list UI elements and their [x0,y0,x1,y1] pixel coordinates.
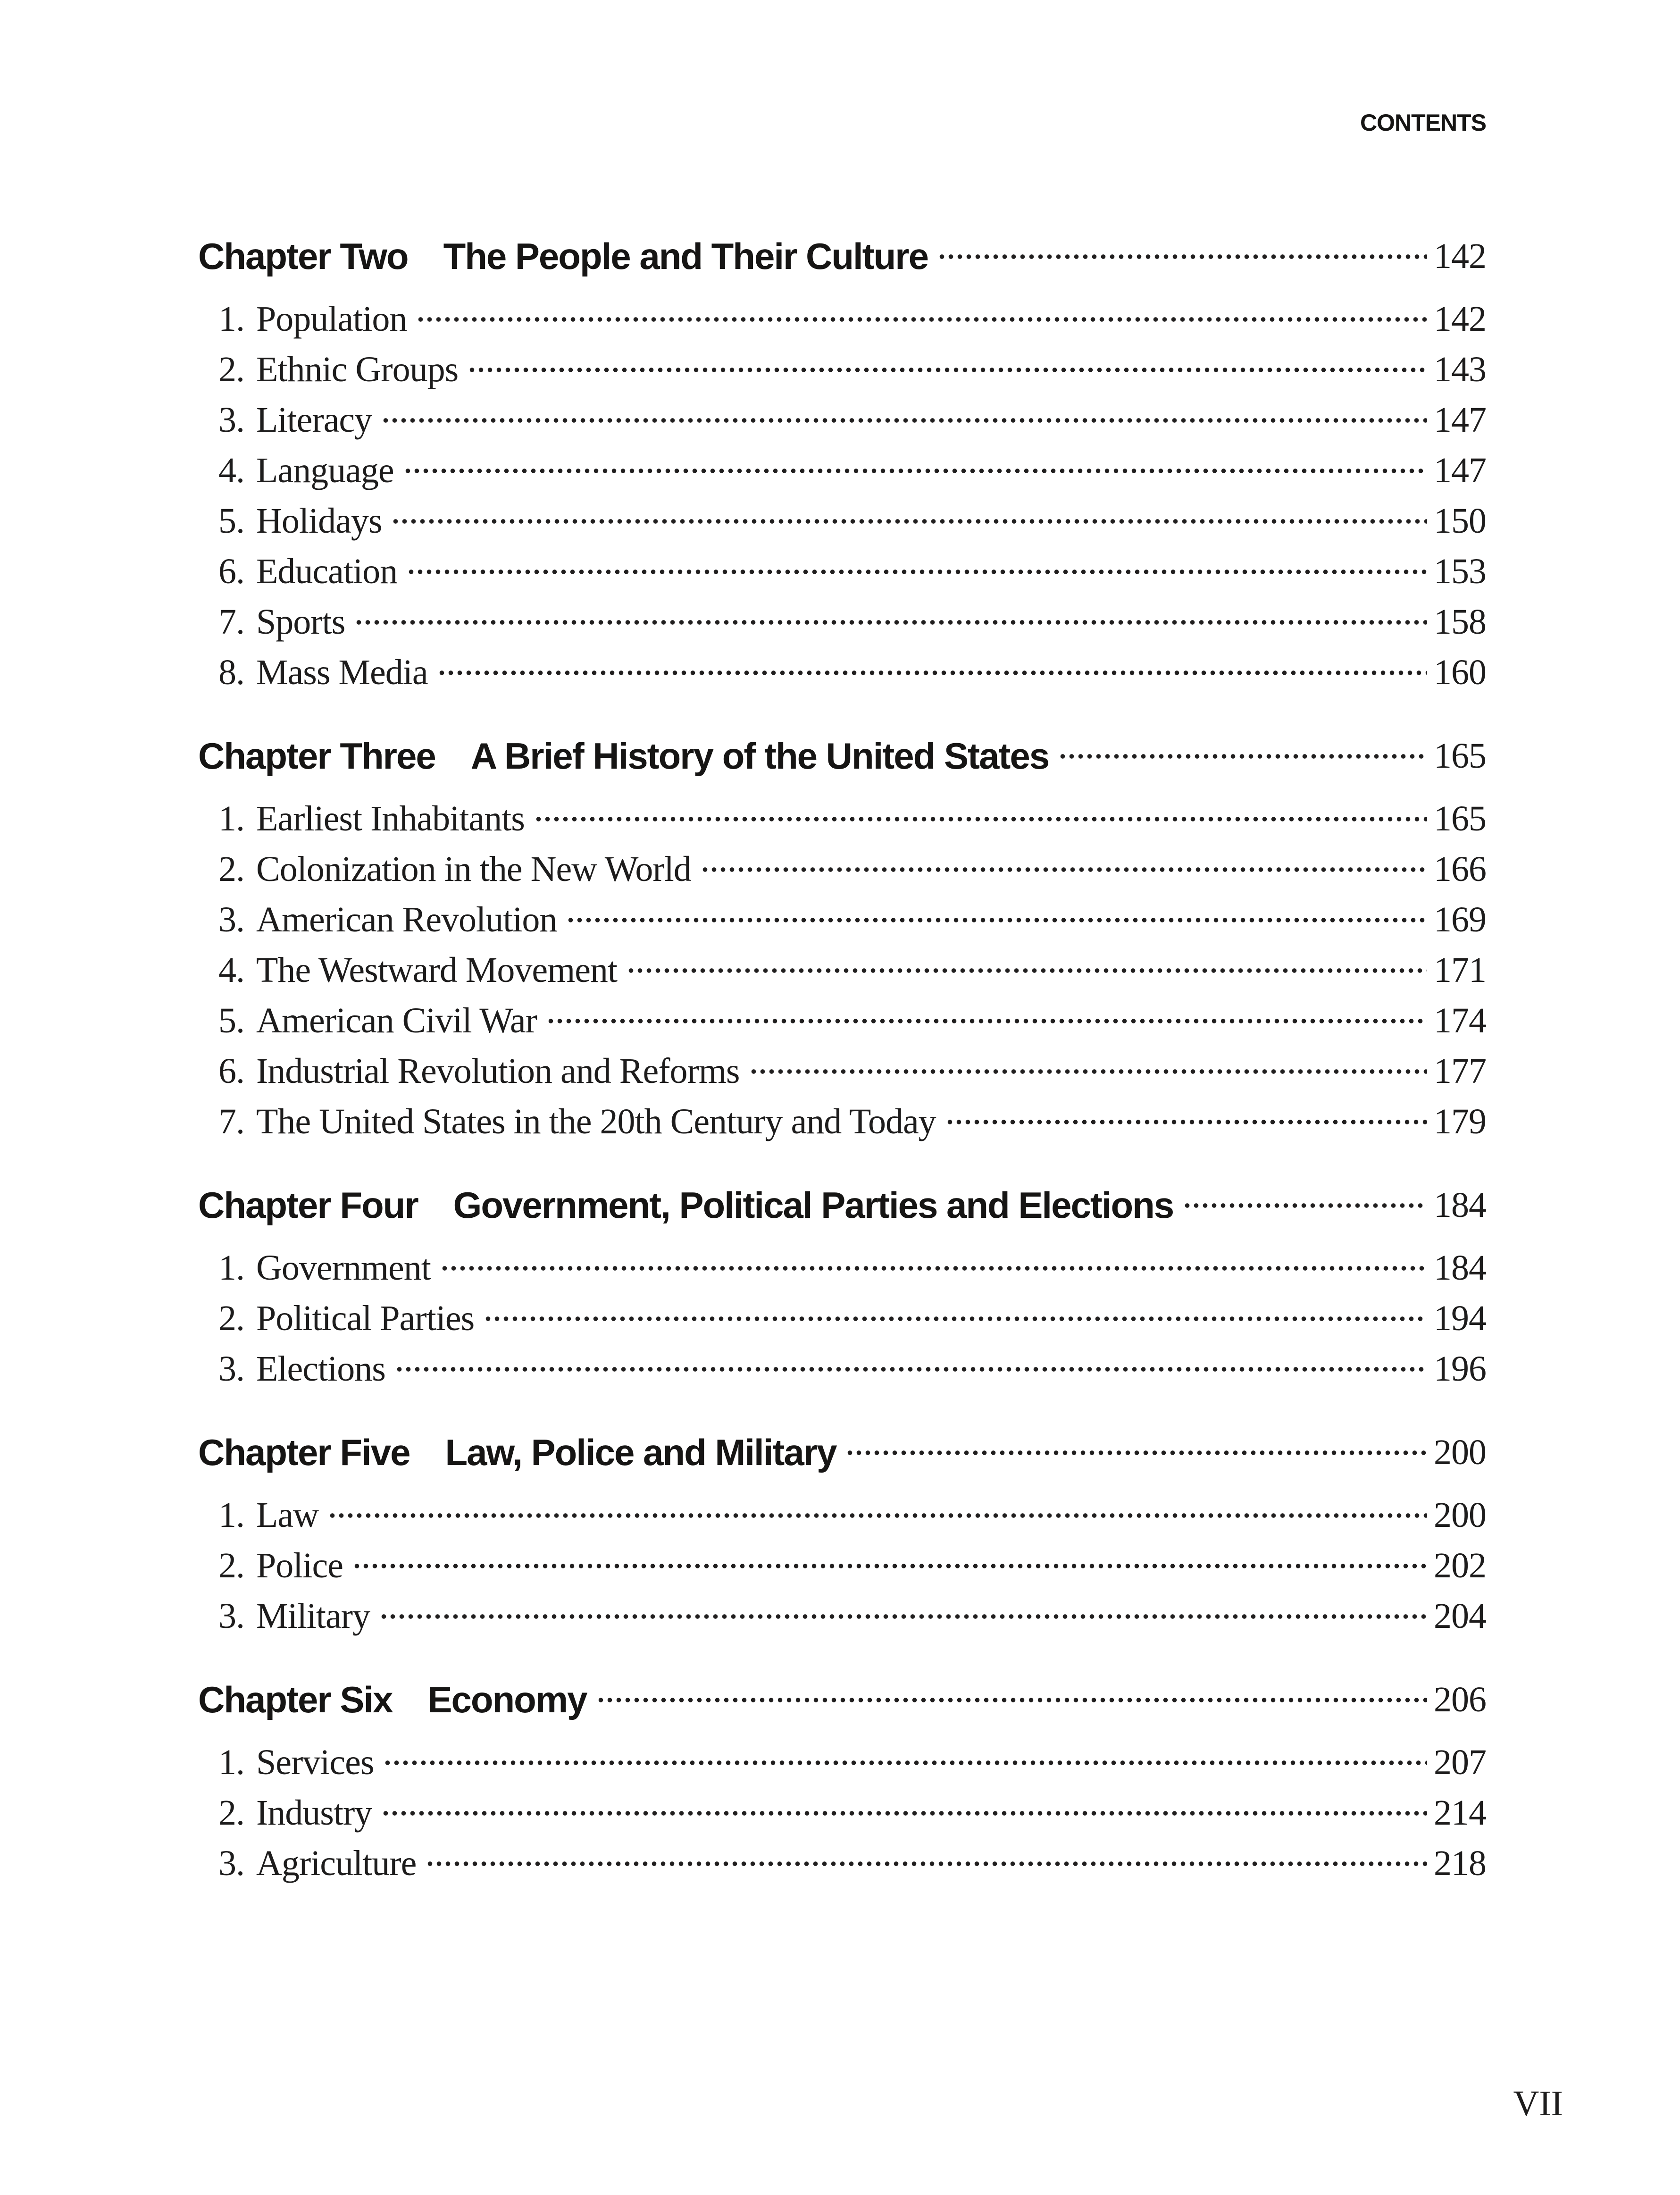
toc-item-row [198,1243,1486,1293]
toc-item-row [198,794,1486,844]
item-page-number: 214 [1434,1793,1486,1833]
chapter-heading-row [198,231,1486,282]
chapter-page-number: 206 [1434,1680,1486,1719]
item-title: Ethnic Groups [256,350,459,389]
item-title: Industry [256,1793,372,1833]
dot-leader [379,1614,1427,1619]
chapter-title: A Brief History of the United States [470,735,1049,777]
item-page-number: 166 [1434,849,1486,889]
toc-item-row [198,895,1486,945]
dot-leader [468,367,1427,373]
dot-leader [701,867,1427,872]
dot-leader [566,917,1427,923]
item-page-number: 218 [1434,1843,1486,1883]
item-page-number: 207 [1434,1743,1486,1782]
dot-leader [416,317,1427,322]
item-number: 2. [218,1793,244,1833]
item-number: 5. [218,1001,244,1040]
dot-leader [437,670,1427,676]
item-title: Earliest Inhabitants [256,799,525,838]
chapter-section [198,231,1486,698]
chapter-page-number: 142 [1434,236,1486,276]
toc-item-row [198,1490,1486,1541]
item-number: 3. [218,1349,244,1389]
item-page-number: 202 [1434,1546,1486,1585]
item-number: 1. [218,799,244,838]
toc-item-row [198,1541,1486,1591]
item-number: 1. [218,1248,244,1288]
dot-leader [596,1697,1427,1703]
chapter-heading-row [198,731,1486,781]
chapter-title: The People and Their Culture [443,235,928,277]
item-page-number: 174 [1434,1001,1486,1040]
dot-leader [1183,1203,1427,1208]
dot-leader [534,816,1427,822]
dot-leader [546,1018,1427,1024]
chapter-title: Government, Political Parties and Elections [453,1184,1174,1226]
toc-item-row [198,395,1486,445]
chapter-section [198,1180,1486,1394]
item-title: Colonization in the New World [256,849,691,889]
item-number: 2. [218,1546,244,1585]
item-page-number: 177 [1434,1051,1486,1091]
dot-leader [484,1316,1427,1322]
toc-item-row [198,844,1486,895]
item-title: Political Parties [256,1299,475,1338]
item-title: Military [256,1596,370,1636]
dot-leader [328,1513,1427,1518]
item-number: 1. [218,1495,244,1535]
toc-item-row [198,1344,1486,1394]
item-page-number: 142 [1434,299,1486,339]
dot-leader [945,1119,1427,1125]
dot-leader [937,254,1427,260]
dot-leader [352,1563,1427,1569]
dot-leader [845,1450,1427,1456]
dot-leader [403,468,1427,474]
item-number: 2. [218,849,244,889]
toc-item-row [198,496,1486,546]
item-title: Services [256,1743,374,1782]
item-number: 3. [218,400,244,440]
item-page-number: 196 [1434,1349,1486,1389]
dot-leader [391,519,1427,524]
toc-item-row [198,1788,1486,1838]
dot-leader [354,620,1427,625]
item-page-number: 147 [1434,451,1486,490]
chapter-section [198,731,1486,1147]
footer-page-number: VII [1513,2084,1563,2123]
dot-leader [627,968,1427,973]
item-number: 3. [218,1843,244,1883]
chapter-label: Chapter Six [198,1679,393,1720]
toc-item-row [198,945,1486,996]
item-title: The Westward Movement [256,950,618,990]
toc-item-row [198,445,1486,496]
item-number: 7. [218,1102,244,1141]
chapter-title: Law, Police and Military [445,1432,836,1473]
toc-item-row [198,597,1486,647]
chapter-heading-row [198,1675,1486,1725]
item-number: 2. [218,350,244,389]
chapter-heading-row [198,1180,1486,1231]
item-page-number: 169 [1434,900,1486,939]
item-page-number: 200 [1434,1495,1486,1535]
item-title: Holidays [256,501,382,541]
toc-item-row [198,294,1486,344]
item-title: Industrial Revolution and Reforms [256,1051,740,1091]
item-title: Education [256,552,398,591]
toc-item-row [198,344,1486,395]
dot-leader [426,1861,1427,1867]
item-page-number: 204 [1434,1596,1486,1636]
item-page-number: 184 [1434,1248,1486,1288]
item-number: 6. [218,552,244,591]
item-number: 2. [218,1299,244,1338]
item-number: 1. [218,299,244,339]
chapter-title: Economy [427,1679,587,1720]
chapter-page-number: 165 [1434,736,1486,776]
item-title: Elections [256,1349,385,1389]
toc-item-row [198,1046,1486,1097]
item-page-number: 147 [1434,400,1486,440]
item-page-number: 179 [1434,1102,1486,1141]
item-title: American Civil War [256,1001,537,1040]
toc-list [198,231,1486,1889]
chapter-label: Chapter Three [198,735,435,777]
item-page-number: 153 [1434,552,1486,591]
item-number: 4. [218,950,244,990]
item-title: Government [256,1248,431,1288]
dot-leader [407,569,1427,575]
item-title: Mass Media [256,653,428,692]
item-title: Law [256,1495,319,1535]
item-page-number: 160 [1434,653,1486,692]
item-page-number: 165 [1434,799,1486,838]
item-number: 7. [218,602,244,642]
item-title: Agriculture [256,1843,417,1883]
chapter-label: Chapter Four [198,1184,418,1226]
toc-item-row [198,1838,1486,1889]
chapter-label: Chapter Two [198,235,408,277]
dot-leader [440,1265,1427,1271]
chapter-page-number: 200 [1434,1433,1486,1472]
item-page-number: 143 [1434,350,1486,389]
chapter-section [198,1675,1486,1889]
dot-leader [749,1069,1427,1074]
item-number: 3. [218,1596,244,1636]
item-page-number: 158 [1434,602,1486,642]
chapter-heading-row [198,1427,1486,1478]
item-title: Language [256,451,394,490]
toc-item-row [198,996,1486,1046]
item-title: The United States in the 20th Century and Today [256,1102,936,1141]
chapter-page-number: 184 [1434,1185,1486,1225]
dot-leader [383,1760,1427,1766]
item-title: Literacy [256,400,372,440]
item-page-number: 194 [1434,1299,1486,1338]
chapter-section [198,1427,1486,1642]
dot-leader [395,1366,1427,1372]
chapter-label: Chapter Five [198,1432,410,1473]
toc-item-row [198,546,1486,597]
item-number: 8. [218,653,244,692]
item-number: 4. [218,451,244,490]
dot-leader [381,418,1427,423]
toc-item-row [198,1737,1486,1788]
page-title: CONTENTS [1360,109,1486,136]
item-number: 3. [218,900,244,939]
toc-item-row [198,1591,1486,1642]
toc-item-row [198,647,1486,698]
item-title: Sports [256,602,345,642]
item-number: 6. [218,1051,244,1091]
item-title: Police [256,1546,343,1585]
toc-item-row [198,1097,1486,1147]
item-title: Population [256,299,407,339]
dot-leader [1058,754,1427,759]
item-page-number: 171 [1434,950,1486,990]
item-number: 1. [218,1743,244,1782]
dot-leader [381,1810,1427,1816]
item-title: American Revolution [256,900,557,939]
item-page-number: 150 [1434,501,1486,541]
toc-item-row [198,1293,1486,1344]
item-number: 5. [218,501,244,541]
